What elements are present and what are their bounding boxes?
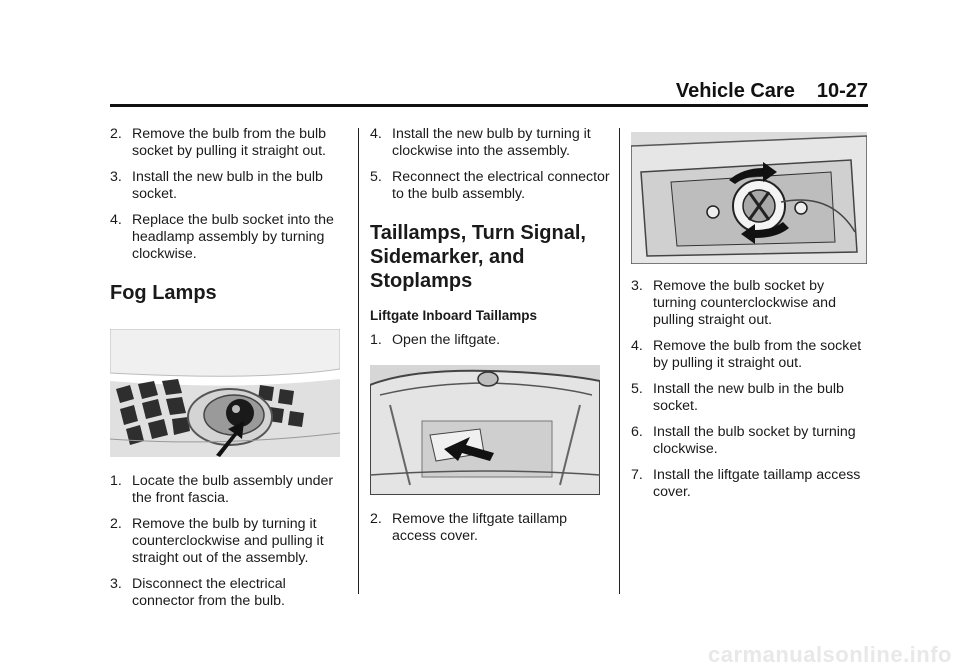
step-number: 2. [110,126,122,142]
step-text: Install the new bulb by turning it clockwise into the assembly. [392,126,591,159]
column-1 [110,126,350,619]
taillamp-socket-illustration [631,132,867,264]
step-number: 1. [110,473,122,489]
step-text: Open the liftgate. [392,332,501,348]
fog-lamp-illustration [110,329,340,457]
step-number: 3. [110,169,122,185]
subheading-liftgate-inboard: Liftgate Inboard Taillamps [370,308,538,323]
step-number: 3. [110,576,122,592]
list-item [631,278,871,329]
list-item [631,424,871,458]
column-divider [619,128,620,594]
step-number: 6. [631,424,643,440]
list-item [631,467,871,501]
step-text: Install the new bulb in the bulb socket. [653,381,844,414]
list-item [110,169,350,203]
step-number: 2. [370,511,382,527]
section-title: Vehicle Care [675,80,795,102]
step-text: Install the liftgate taillamp access cover. [653,467,861,500]
list-item [110,516,350,567]
step-text: Remove the liftgate taillamp access cover. [392,511,568,544]
step-number: 4. [110,212,122,228]
step-text: Install the new bulb in the bulb socket. [132,169,323,202]
list-item [370,511,610,545]
section-heading-fog-lamps: Fog Lamps [110,282,217,304]
step-number: 7. [631,467,643,483]
list-item [370,126,610,160]
step-text: Reconnect the electrical connector to the bulb assembly. [392,169,610,202]
step-number: 2. [110,516,122,532]
step-number: 4. [370,126,382,142]
step-text: Locate the bulb assembly under the front fascia. [132,473,334,506]
step-number: 5. [631,381,643,397]
step-text: Remove the bulb by turning it counterclockwise and pulling it straight out of the assembly. [132,516,324,566]
step-text: Install the bulb socket by turning clockwise. [653,424,856,457]
step-text: Replace the bulb socket into the headlamp assembly by turning clockwise. [132,212,334,262]
column-2 [370,126,610,554]
header-title [676,80,868,103]
list-item [110,473,350,507]
step-text: Remove the bulb socket by turning counterclockwise and pulling straight out. [653,278,836,328]
watermark: carmanualsonline.info [708,642,952,667]
liftgate-illustration [370,365,600,495]
step-number: 4. [631,338,643,354]
step-text: Remove the bulb from the socket by pulling it straight out. [653,338,862,371]
step-number: 5. [370,169,382,185]
list-item [370,332,610,349]
step-number: 1. [370,332,382,348]
page-number: 10-27 [816,80,868,102]
column-3 [631,126,871,510]
step-text: Remove the bulb from the bulb socket by pulling it straight out. [132,126,327,159]
list-item [370,169,610,203]
list-item [110,576,350,610]
column-divider [358,128,359,594]
list-item [110,212,350,263]
list-item [631,338,871,372]
list-item [110,126,350,160]
list-item [631,381,871,415]
step-number: 3. [631,278,643,294]
section-heading-taillamps: Taillamps, Turn Signal, Sidemarker, and Stoplamps [370,222,586,292]
step-text: Disconnect the electrical connector from the bulb. [132,576,286,609]
page-header [110,78,868,107]
